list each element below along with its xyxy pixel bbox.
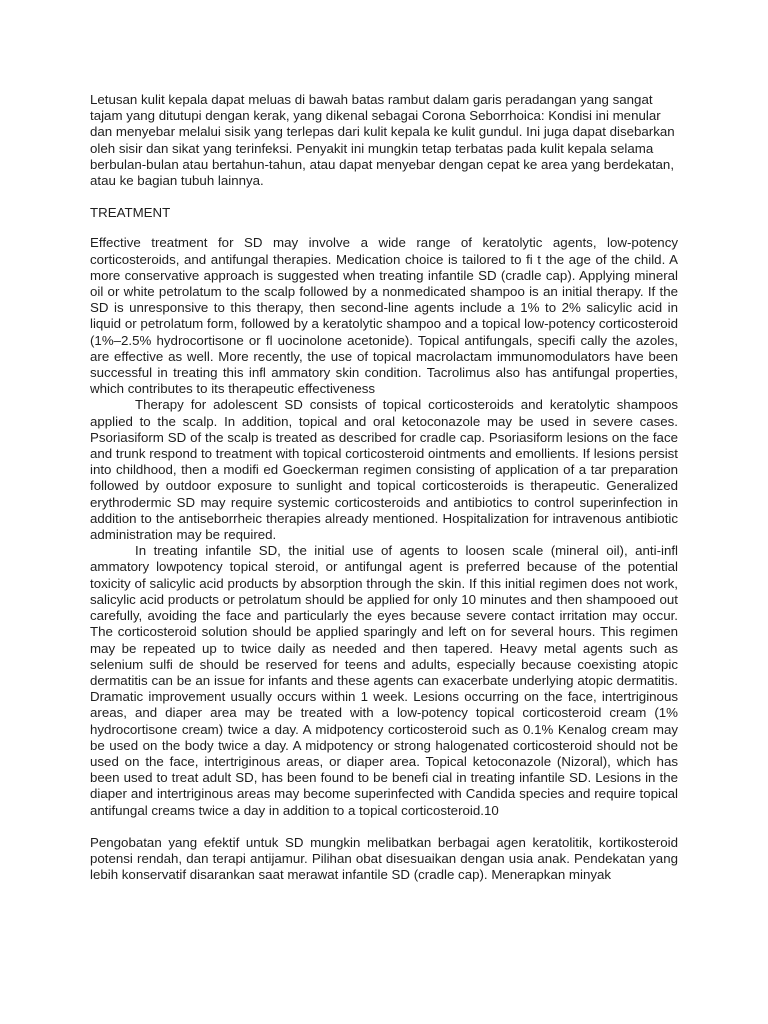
translation-paragraph: Pengobatan yang efektif untuk SD mungkin melibatkan berbagai agen keratolitik, kortikosteroid potensi rendah, dan terapi antijamur. Pilihan obat disesuaikan dengan usia anak. Pendekatan yang lebih konservatif disarankan saat merawat infantile SD (cradle cap). Menerapkan minyak [90, 834, 678, 883]
intro-paragraph: Letusan kulit kepala dapat meluas di bawah batas rambut dalam garis peradangan yang sangat tajam yang ditutupi dengan kerak, yang dikenal sebagai Corona Seborrhoica: Kondisi ini menular dan menyebar melalui sisik yang terlepas dari kulit kepala ke kulit gundul. Ini juga dapat disebarkan oleh sisir dan sikat yang terinfeksi. Penyakit ini mungkin tetap terbatas pada kulit kepala selama berbulan-bulan atau bertahun-tahun, atau dapat menyebar dengan cepat ke area yang berdekatan, atau ke bagian tubuh lainnya. [90, 92, 675, 189]
section-heading: TREATMENT [90, 205, 171, 221]
treatment-paragraph-1: Effective treatment for SD may involve a wide range of keratolytic agents, low-potency corticosteroids, and antifungal therapies. Medication choice is tailored to fi t the age of the child. A more conservative approach is suggested when treating infantile SD (cradle cap). Applying mineral oil or white petrolatum to the scalp followed by a nonmedicated shampoo is an initial therapy. If the SD is unresponsive to this therapy, then second-line agents include a 1% to 2% salicylic acid in liquid or petrolatum form, followed by a keratolytic shampoo and a topical low-potency corticosteroid (1%–2.5% hydrocortisone or fl uocinolone acetonide). Topical antifungals, specifi cally the azoles, are effective as well. More recently, the use of topical macrolactam immunomodulators have been successful in treating this infl ammatory skin condition. Tacrolimus also has antifungal properties, which contributes to its therapeutic effectiveness [90, 235, 678, 397]
treatment-paragraph-3: In treating infantile SD, the initial use of agents to loosen scale (mineral oil), anti-infl ammatory lowpotency topical steroid, or antifungal agent is preferred because of the potential toxicity of salicylic acid products by absorption through the skin. If this initial regimen does not work, salicylic acid products or petrolatum should be applied for only 10 minutes and then shampooed out carefully, avoiding the face and particularly the eyes because severe contact irritation may occur. The corticosteroid solution should be applied sparingly and left on for several hours. This regimen may be repeated up to twice daily as needed and then tapered. Heavy metal agents such as selenium sulfi de should be reserved for teens and adults, especially because coexisting atopic dermatitis can be an issue for infants and these agents can exacerbate underlying atopic dermatitis. Dramatic improvement usually occurs within 1 week. Lesions occurring on the face, intertriginous areas, and diaper area may be treated with a low-potency topical corticosteroid cream (1% hydrocortisone cream) twice a day. A midpotency corticosteroid such as 0.1% Kenalog cream may be used on the body twice a day. A midpotency or strong halogenated corticosteroid should not be used on the face, intertriginous areas, or diaper area. Topical ketoconazole (Nizoral), which has been used to treat adult SD, has been found to be benefi cial in treating infantile SD. Lesions in the diaper and intertriginous areas may become superinfected with Candida species and require topical antifungal creams twice a day in addition to a topical corticosteroid.10 [90, 543, 678, 818]
document-page [90, 92, 678, 883]
treatment-paragraph-2: Therapy for adolescent SD consists of topical corticosteroids and keratolytic shampoos applied to the scalp. In addition, topical and oral ketoconazole may be used in severe cases. Psoriasiform SD of the scalp is treated as described for cradle cap. Psoriasiform lesions on the face and trunk respond to treatment with topical corticosteroid ointments and emollients. If lesions persist into childhood, then a modifi ed Goeckerman regimen consisting of application of a tar preparation followed by outdoor exposure to sunlight and topical corticosteroids is therapeutic. Generalized erythrodermic SD may require systemic corticosteroids and antibiotics to control superinfection in addition to the antiseborrheic therapies already mentioned. Hospitalization for intravenous antibiotic administration may be required. [90, 397, 678, 543]
